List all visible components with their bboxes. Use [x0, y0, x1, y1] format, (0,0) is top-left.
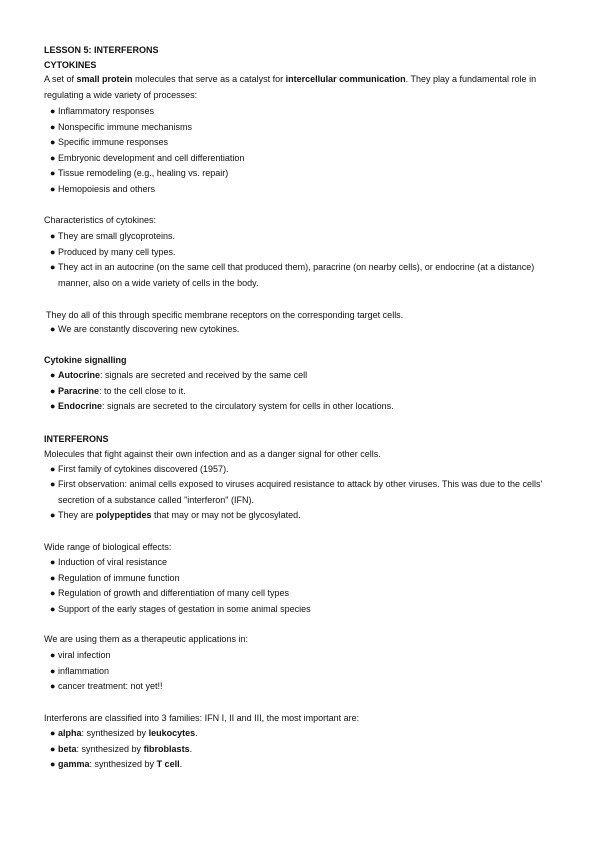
bullet-icon: ●: [50, 666, 56, 676]
list-item: ● Produced by many cell types.: [50, 245, 560, 261]
list-item: ● Embryonic development and cell differentiation: [50, 151, 560, 167]
list-item: ● Tissue remodeling (e.g., healing vs. repair): [50, 166, 560, 182]
bullet-icon: ●: [50, 262, 56, 272]
bullet-icon: ●: [50, 153, 56, 163]
bullet-icon: ●: [50, 573, 56, 583]
bullet-icon: ●: [50, 247, 56, 257]
list-item: ● Support of the early stages of gestation in some animal species: [50, 602, 560, 618]
list-item: ● First family of cytokines discovered (1957).: [50, 462, 560, 478]
characteristics-label: Characteristics of cytokines:: [44, 215, 157, 225]
bullet-icon: ●: [50, 464, 56, 474]
bullet-icon: ●: [50, 744, 56, 754]
bullet-icon: ●: [50, 588, 56, 598]
cytokines-heading: CYTOKINES: [44, 60, 97, 70]
list-item: ● They are small glycoproteins.: [50, 229, 560, 245]
list-item: ● We are constantly discovering new cytokines.: [50, 322, 560, 338]
bullet-icon: ●: [50, 479, 56, 489]
families-label: Interferons are classified into 3 families: IFN I, II and III, the most important are:: [44, 713, 360, 723]
bullet-icon: ●: [50, 386, 56, 396]
list-item: ● Hemopoiesis and others: [50, 182, 560, 198]
list-item: ● viral infection: [50, 648, 560, 664]
lesson-title: LESSON 5: INTERFERONS: [44, 45, 159, 55]
bullet-icon: ●: [50, 370, 56, 380]
signalling-heading: Cytokine signalling: [44, 355, 127, 365]
list-item: ● cancer treatment: not yet!!: [50, 679, 560, 695]
list-item: ● inflammation: [50, 664, 560, 680]
list-item: ● Nonspecific immune mechanisms: [50, 120, 560, 136]
therapeutic-label: We are using them as a therapeutic applications in:: [44, 634, 248, 644]
cytokines-intro: A set of small protein molecules that serve as a catalyst for intercellular communication. They play a fundamental role in regulating a wide variety of processes:: [44, 74, 537, 100]
bullet-icon: ●: [50, 557, 56, 567]
list-item: ● beta: synthesized by fibroblasts.: [50, 742, 560, 758]
list-item: ● Induction of viral resistance: [50, 555, 560, 571]
bullet-icon: ●: [50, 231, 56, 241]
list-item: ● alpha: synthesized by leukocytes.: [50, 726, 560, 742]
bullet-icon: ●: [50, 122, 56, 132]
bullet-icon: ●: [50, 168, 56, 178]
interferons-intro: Molecules that fight against their own infection and as a danger signal for other cells.: [44, 449, 381, 459]
list-item: ● Specific immune responses: [50, 135, 560, 151]
bullet-icon: ●: [50, 681, 56, 691]
bullet-icon: ●: [50, 106, 56, 116]
bullet-icon: ●: [50, 604, 56, 614]
bullet-icon: ●: [50, 650, 56, 660]
bullet-icon: ●: [50, 728, 56, 738]
bullet-icon: ●: [50, 401, 56, 411]
list-item: ● Regulation of growth and differentiation of many cell types: [50, 586, 560, 602]
list-item: ● They are polypeptides that may or may not be glycosylated.: [50, 508, 560, 524]
bullet-icon: ●: [50, 324, 56, 334]
receptors-text: They do all of this through specific membrane receptors on the corresponding target cells.: [46, 310, 404, 320]
list-item: ● Regulation of immune function: [50, 571, 560, 587]
list-item: ● Inflammatory responses: [50, 104, 560, 120]
bullet-icon: ●: [50, 137, 56, 147]
bullet-icon: ●: [50, 510, 56, 520]
list-item: ● Endocrine: signals are secreted to the circulatory system for cells in other locations.: [50, 399, 560, 415]
interferons-heading: INTERFERONS: [44, 434, 109, 444]
list-item: ● Paracrine: to the cell close to it.: [50, 384, 560, 400]
list-item: ● First observation: animal cells exposed to viruses acquired resistance to attack by other viruses. This was due to the cells' secretion of a substance called "interferon" (IFN).: [50, 479, 543, 505]
list-item: ● Autocrine: signals are secreted and received by the same cell: [50, 368, 560, 384]
list-item: ● They act in an autocrine (on the same cell that produced them), paracrine (on nearby cells), or endocrine (at a distance) manner, also on a wide variety of cells in the body.: [50, 262, 535, 288]
effects-label: Wide range of biological effects:: [44, 542, 172, 552]
bullet-icon: ●: [50, 184, 56, 194]
bullet-icon: ●: [50, 759, 56, 769]
list-item: ● gamma: synthesized by T cell.: [50, 757, 560, 773]
